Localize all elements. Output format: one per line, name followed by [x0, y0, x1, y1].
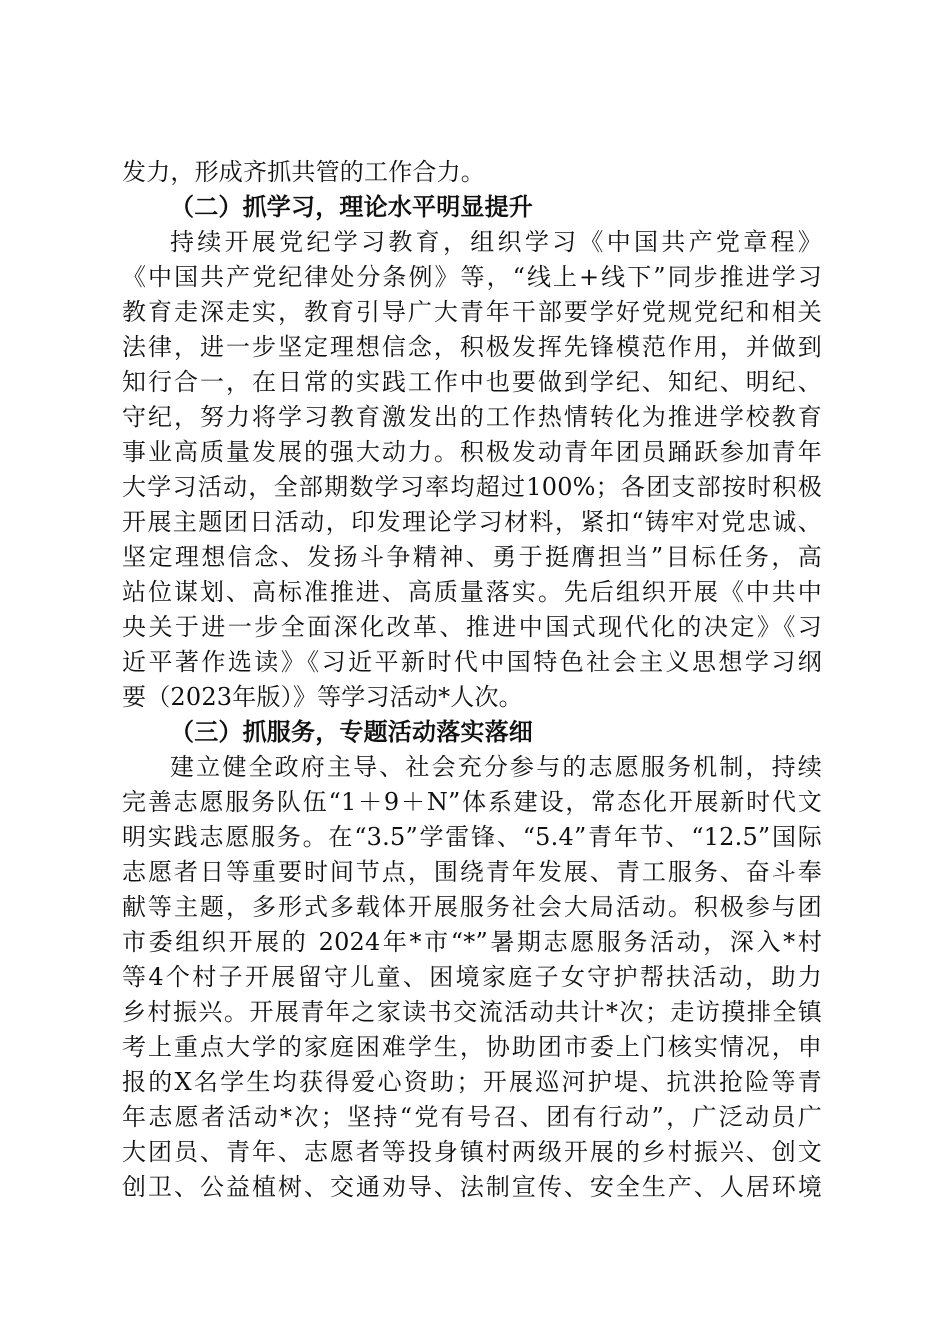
body-text-line: 志愿者日等重要时间节点，围绕青年发展、青工服务、奋斗奉	[122, 858, 822, 886]
body-text-line: 报的X名学生均获得爱心资助；开展巡河护堤、抗洪抢险等青	[122, 1068, 822, 1096]
body-text-line: 年志愿者活动*次；坚持“党有号召、团有行动”，广泛动员广	[122, 1103, 822, 1131]
body-text-line: 考上重点大学的家庭困难学生，协助团市委上门核实情况，申	[122, 1033, 822, 1061]
body-text-line: 大团员、青年、志愿者等投身镇村两级开展的乡村振兴、创文	[122, 1138, 822, 1166]
body-text-line: 持续开展党纪学习教育，组织学习《中国共产党章程》	[170, 228, 822, 256]
section-heading-service: （三）抓服务，专题活动落实落细	[170, 717, 533, 746]
body-text-line: 知行合一，在日常的实践工作中也要做到学纪、知纪、明纪、	[122, 368, 822, 396]
body-text-line: 开展主题团日活动，印发理论学习材料，紧扣“铸牢对党忠诚、	[122, 508, 822, 536]
body-text-line: 《中国共产党纪律处分条例》等，“线上+线下”同步推进学习	[122, 263, 822, 291]
body-text-line: 献等主题，多形式多载体开展服务社会大局活动。积极参与团	[122, 893, 822, 921]
body-text-line: 站位谋划、高标准推进、高质量落实。先后组织开展《中共中	[122, 578, 822, 606]
body-text-line: 央关于进一步全面深化改革、推进中国式现代化的决定》《习	[122, 613, 822, 641]
body-text-line: 要（2023年版）》等学习活动*人次。	[122, 683, 523, 711]
body-text-line: 法律，进一步坚定理想信念，积极发挥先锋模范作用，并做到	[122, 333, 822, 361]
body-text-line: 近平著作选读》《习近平新时代中国特色社会主义思想学习纲	[122, 648, 822, 676]
body-text-line: 教育走深走实，教育引导广大青年干部要学好党规党纪和相关	[122, 298, 822, 326]
body-text-line: 建立健全政府主导、社会充分参与的志愿服务机制，持续	[170, 753, 822, 781]
body-text-line: 等4个村子开展留守儿童、困境家庭子女守护帮扶活动，助力	[122, 963, 822, 991]
body-text-line: 发力，形成齐抓共管的工作合力。	[122, 158, 485, 186]
body-text-line: 大学习活动，全部期数学习率均超过100%；各团支部按时积极	[122, 473, 822, 501]
body-text-line: 市委组织开展的 2024年*市“*”暑期志愿服务活动，深入*村	[122, 928, 822, 956]
body-text-line: 守纪，努力将学习教育激发出的工作热情转化为推进学校教育	[122, 403, 822, 431]
body-text-line: 创卫、公益植树、交通劝导、法制宣传、安全生产、人居环境	[122, 1173, 822, 1201]
body-text-line: 明实践志愿服务。在“3.5”学雷锋、“5.4”青年节、“12.5”国际	[122, 823, 822, 851]
body-text-line: 坚定理想信念、发扬斗争精神、勇于挺膺担当”目标任务，高	[122, 543, 822, 571]
body-text-line: 事业高质量发展的强大动力。积极发动青年团员踊跃参加青年	[122, 438, 822, 466]
body-text-line: 乡村振兴。开展青年之家读书交流活动共计*次；走访摸排全镇	[122, 998, 822, 1026]
body-text-line: 完善志愿服务队伍“1＋9＋N”体系建设，常态化开展新时代文	[122, 788, 822, 816]
section-heading-study: （二）抓学习，理论水平明显提升	[170, 192, 533, 221]
